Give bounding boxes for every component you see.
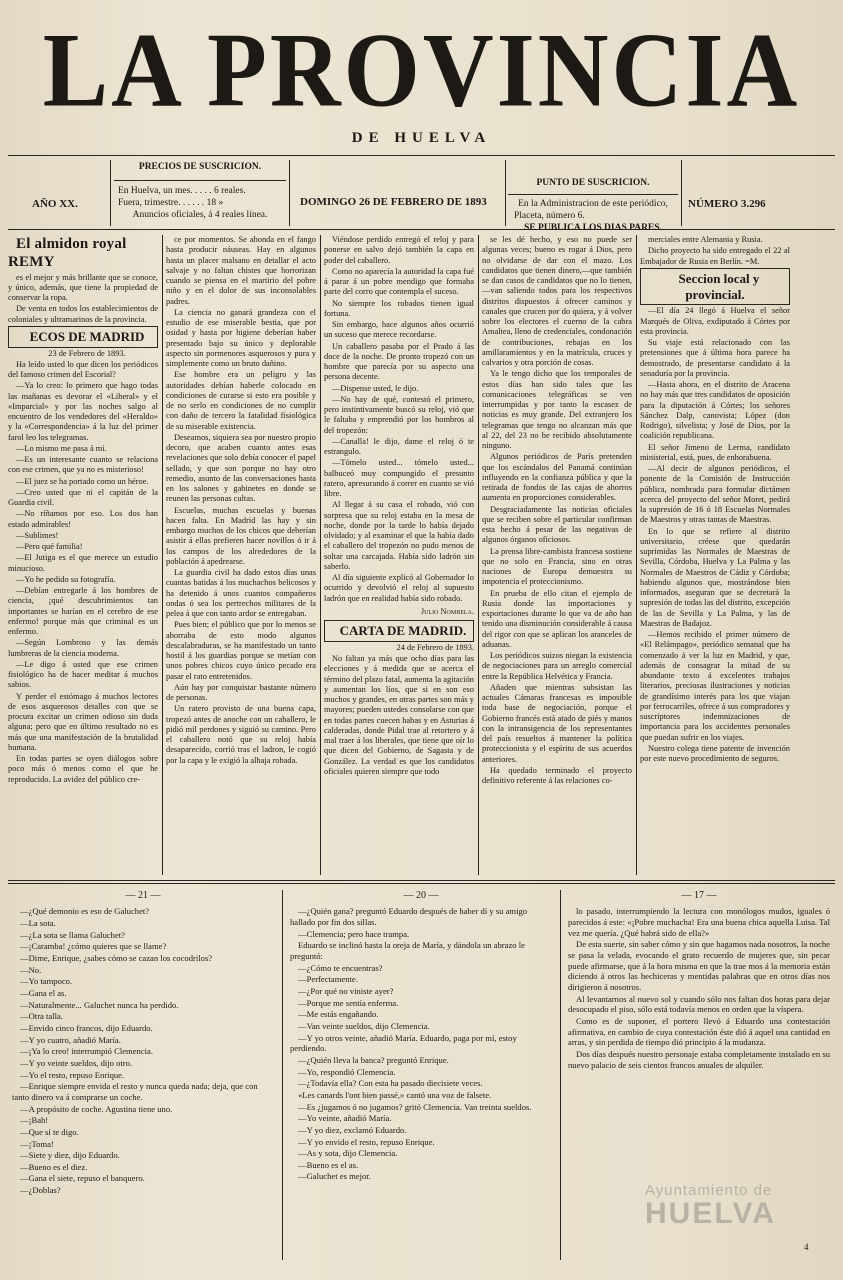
- feuilleton-line: —Dime, Enrique, ¿sabes cómo se cazan los cocodrilos?: [20, 953, 213, 964]
- author-signature: Julio Nombela.: [420, 606, 474, 616]
- feuilleton-line: —Bueno es el diez.: [20, 1161, 88, 1172]
- paragraph: —Lo mismo me pasa á mí.: [16, 443, 107, 453]
- feuilleton-line: —Envido cinco francos, dijo Eduardo.: [20, 1022, 153, 1033]
- advert-text: es el mejor y más brillante que se conoce, y único, además, que tiene la propiedad de conservar la ropa.: [8, 272, 158, 303]
- feuilleton-line: —A propósito de coche. Agustina tiene uno.: [20, 1103, 173, 1114]
- price-line: Fuera, trimestre. . . . . . 18 »: [118, 197, 224, 208]
- feuilleton-line: —Perfectamente.: [298, 974, 358, 985]
- paragraph: —Pero qué familia!: [16, 542, 83, 552]
- feuilleton-line: —Porque me sentía enferma.: [298, 997, 399, 1008]
- feuilleton-line: —La sota.: [20, 918, 56, 929]
- feuilleton-line: —¡Ya lo creo! interrumpió Clemencia.: [20, 1046, 154, 1057]
- feuilleton-line: —¿Quién lleva la banca? preguntó Enrique.: [298, 1054, 449, 1065]
- paragraph: —Sublimes!: [16, 530, 59, 540]
- feuilleton-line: —¿Cómo te encuentras?: [298, 962, 383, 973]
- article-date: 24 de Febrero de 1893.: [396, 642, 474, 652]
- feuilleton-line: —Otra talla.: [20, 1011, 63, 1022]
- issue-date: DOMINGO 26 DE FEBRERO DE 1893: [300, 196, 487, 208]
- masthead-subtitle: DE HUELVA: [351, 130, 492, 146]
- paragraph: Escuelas, muchas escuelas y buenas hacen falta. En Madrid las hay y sin embargo muchos de los chicos que deberían asistir á ellas prefieren hacer novillos ó ir á los campos de los alrededores de la población á apedrearse.: [166, 505, 316, 566]
- feuilleton-line: —Yo el resto, repuso Enrique.: [20, 1069, 125, 1080]
- paragraph: —Ya lo creo: lo primero que hago todas las mañanas es devorar el «Liberal» y el «Imparcial» y por las noches salgo al encuentro de los vendedores del «Heraldo» y la «Correspondencia» á la luz del primer farol leo los telegramas.: [8, 381, 158, 442]
- paragraph: Ha leído usted lo que dicen los periódicos del famoso crimen del Escorial?: [8, 359, 158, 380]
- column-2: [166, 235, 316, 875]
- section-title-ecos: ECOS DE MADRID: [8, 326, 158, 348]
- paragraph: Ya le tengo dicho que los temporales de estos días han sido tales que las comunicaciones telegráficas se ven interrumpidas y por tanto la escasez de noticias es muy grande. Del extranjero los telegramas que tengo no alcanzan más que al 22, del 23 no he recibido absolutamente ninguno.: [482, 369, 632, 450]
- point-title: PUNTO DE SUSCRICION.: [536, 178, 650, 188]
- paragraph: se les dé hecho, y eso no puede ser algunas veces; bueno es rogar á Dios, pero no olvidarse de dar con el mazo. Los candidatos que tienen dinero,—que también se dan casos de candidatos que no lo tienen,—van saliendo todos para los respectivos distritos dispuestos á ofrecer caminos y canales que crucen por do quiera, y á volver sobre los electores el cuerno de la cabra Amaltea, lleno de credenciales, condonación de contribuciones, rebajas en los amillaramientos y en la matrícula, cruces y calvarios y otra porción de cosas.: [482, 235, 632, 367]
- feuilleton-line: —¿Quién gana? preguntó Eduardo después de haber dí y su amigo hallado por fin dos sillas.: [290, 906, 528, 928]
- paragraph: Un caballero pasaba por el Prado á las doce de la noche. De pronto tropezó con un hombre que parecía por su aspecto una persona decente.: [324, 341, 474, 382]
- header-divider: [110, 160, 111, 226]
- issue-number: NÚMERO 3.296: [688, 198, 766, 210]
- paragraph: —El día 24 llegó á Huelva el señor Marqués de Oliva, exdiputado á Córtes por esta provincia.: [640, 306, 790, 336]
- article-date: 23 de Febrero de 1893.: [48, 348, 126, 358]
- feuilleton-line: —Y yo veinte sueldos, dijo otro.: [20, 1057, 133, 1068]
- feuilleton-line: —Yo, respondió Clemencia.: [298, 1066, 396, 1077]
- watermark-line: Ayuntamiento de: [645, 1182, 773, 1199]
- paragraph: —Dispense usted, le dijo.: [332, 383, 419, 393]
- feuilleton-line: De esta suerte, sin saber cómo y sin que hagamos nada nosotros, la noche se pasa la velada, evocando el grato recuerdo de mujeres que, sin pecar puede afirmarse, que á la hora misma en que la trae mos á la memoria están diciendo á otros las hechiceras y mentidas palabras que en otros días nos dirigieron á nosotros.: [568, 939, 830, 992]
- paragraph: Nuestro colega tiene patente de invención por este nuevo procedimiento de seguros.: [640, 743, 790, 764]
- feuilleton-line: —Y yo otros veinte, añadió María. Eduardo, paga por mí, estoy perdiendo.: [290, 1032, 517, 1054]
- paragraph: —No ríñamos por eso. Los dos han estado admirables!: [8, 509, 158, 529]
- column-divider: [162, 235, 163, 875]
- paragraph: No faltan ya más que ocho días para las elecciones y á medida que se acerca el término del plazo fatal, aumenta la agitación y aumentan los líos, que si en son eso muchos y grandes, en otras partes son más y mayores; pueden ustedes consolarse con que en todas partes cuecen habas y en Asturias á calderadas, donde Pidal trae al retortero y á mal traer á los liberales, que tiene que oír lo que dicen del Gobierno, de Sagasta y de González. La verdad es que los candidatos oficiales quieren siempre que todo: [324, 654, 474, 776]
- advert-title: El almidon royal REMY: [8, 236, 127, 271]
- feuilleton-line: —Gana el siete, repuso el banquero.: [20, 1173, 145, 1184]
- paragraph: —Hemos recibido el primer número de «El Relámpago», periódico semanal que ha comenzado á ver la luz en Madrid, y que, además de consagrar la mitad de su abundante texto á excelentes trabajos literarios, preciosas ilustraciones y noticias de grandísimo interés para los que viajan por ferrocarriles, ofrece á sus compradores y suscriptores indemnizaciones de importancia para los accidentes personales que puedan sufrir en los viajes.: [640, 630, 790, 742]
- paragraph: Aún hay por conquistar bastante número de personas.: [166, 682, 316, 702]
- paragraph: En lo que se refiere al distrito universitario, créese que quedarán suprimidas las Normales de Maestras de Sevilla, Córdoba, Huelva y La Palma y las Normales de Maestros de Cádiz y Córdoba; habiendo algunos que, mostrándose bien informados, aseguran que se decretará la supresión de todas las del distrito, excepción de las de Sevilla y La Palma, y las de Maestras de Badajoz.: [640, 526, 790, 628]
- prices-box: [114, 156, 286, 228]
- feuilleton-line: —Siete y diez, dijo Eduardo.: [20, 1150, 120, 1161]
- paragraph: Deseamos, siquiera sea por nuestro propio decoro, que acaben cuanto antes esas revelaciones que solo debía conocer el papel sellado, y que son porque no hay otro remedio, asunto de las conversaciones hasta en los salones y gabinetes en donde se reunen las personas cultas.: [166, 432, 316, 504]
- feuilleton-line: —Clemencia; pero hace trampa.: [298, 928, 410, 939]
- paragraph: —El Jutiga es el que merece un estudio minucioso.: [8, 553, 158, 573]
- feuilleton-page-number: — 17 —: [681, 890, 717, 901]
- feuilleton-line: Eduardo se inclinó hasta la oreja de María, y dándola un abrazo le preguntó:: [290, 940, 525, 962]
- paragraph: —No hay de qué, contestó el primero, pero instintivamente buscó su reloj, vió que le faltaba y emprendió por los hombros al del tropezón:: [324, 394, 474, 435]
- column-5: [640, 235, 790, 875]
- feuilleton-left: [12, 890, 274, 1260]
- paragraph: En todas partes se oyen diálogos sobre poco más ó menos como el que he reproducido. La avidez del público cre-: [8, 754, 158, 784]
- paragraph: Al llegar á su casa el robado, vió con sorpresa que su reloj estaba en la mesa de noche, donde por la tarde lo había dejado olvidado; y al examinar el que la había dado el caballero del tropezón no pudo menos de soltar una carcajada. Había sido ladrón sin saberlo.: [324, 500, 474, 571]
- paragraph: —Debían entregarle á los hombres de ciencia, ¡qué descubrimientos tan importantes se harían en el cerebro de ese enfermo! porque más que criminal es un enfermo.: [8, 586, 158, 637]
- masthead-title: LA PROVINCIA: [42, 12, 801, 130]
- year-label: AÑO XX.: [32, 198, 78, 210]
- feuilleton-line: —Van veinte sueldos, dijo Clemencia.: [298, 1020, 430, 1031]
- feuilleton-line: —Me estás engañando.: [298, 1009, 379, 1020]
- advert-text: De venta en todos los establecimientos de coloniales y ultramarinos de la provincia.: [8, 304, 158, 324]
- feuilleton-line: —Galuchet es mejor.: [298, 1171, 371, 1182]
- feuilleton-line: lo pasado, interrumpiendo la lectura con monólogos mudos, iguales ó parecidos á este: «¡Pobre muchacha! Era una buena chica aquella Luisa. Tal vez me quería. ¿Qué habrá sido de ella?»: [568, 906, 830, 938]
- paragraph: Algunos periódicos de París pretenden que los escándalos del Panamá continúan influyendo en la confianza pública y que la retirada de fondos de las cajas de ahorros aumenta en proporciones considerables.: [482, 452, 632, 503]
- header-divider: [289, 160, 290, 226]
- section-title-carta: CARTA DE MADRID.: [324, 620, 474, 642]
- feuilleton-line: —¿Por qué no viniste ayer?: [298, 985, 394, 996]
- feuilleton-page-number: — 20 —: [403, 890, 439, 901]
- corner-mark: 4: [804, 1242, 809, 1252]
- price-line: Anuncios oficiales, á 4 reales línea.: [132, 209, 268, 220]
- feuilleton-line: —No.: [20, 964, 42, 975]
- paragraph: Y perder el estómago á muchos lectores de esos asquerosos detalles con que se procura excitar un crimen odioso sin duda alguna; pero que en último resultado no es más que una manifestación de la brutalidad humana.: [8, 691, 158, 752]
- feuilleton-line: Como es de suponer, el portero llevó á Eduardo una contestación afirmativa, en cambio de cuya contestación éste dió á aquel una cantidad en arras, y sin perdida de tiempo dió principio á la mudanza.: [568, 1015, 830, 1048]
- feuilleton-line: —As y sota, dijo Clemencia.: [298, 1148, 398, 1159]
- feuilleton-line: —Y yo envido el resto, repuso Enrique.: [298, 1136, 435, 1147]
- feuilleton-line: —¿Doblas?: [20, 1185, 61, 1196]
- paragraph: —Es un interesante cuanto se relaciona con ese crimen, que ya no es misterioso!: [8, 455, 158, 475]
- paragraph: La guardia civil ha dado estos días unas cuantas batidas á los muchachos belicosos y ha detenido á unos cuantos compañeros ondas ó sea los pertrechos militares de la pelea á que con tanto ardor se entregaban.: [166, 568, 316, 618]
- section-title-local: Seccion local y provincial.: [640, 268, 790, 306]
- paragraph: Al día siguiente explicó al Gobernador lo ocurrido y devolvió el reloj al supuesto ladrón que en realidad había sido robado.: [324, 573, 474, 603]
- paragraph: Sin embargo, hace algunos años ocurrió un suceso que merece recordarse.: [324, 320, 474, 340]
- paragraph: Ese hombre era un peligro y las autoridades debían haberle colocado en condiciones de curarse si esto era posible y de no serlo en condiciones de no cumplir con daño de tercero la fatalidad fisiológica de su miserable existencia.: [166, 370, 316, 431]
- paragraph: La prensa libre-cambista francesa sostiene que no solo en Francia, sino en otras naciones de Europa demuestra su impotencia el proteccionismo.: [482, 546, 632, 587]
- column-divider: [636, 235, 637, 875]
- feuilleton-line: —Gana el as.: [20, 987, 67, 998]
- archive-watermark: [645, 1182, 776, 1229]
- feuilleton-line: «Les canards l'ont bien passé,» cantó una voz de falsete.: [298, 1089, 492, 1100]
- header-divider: [505, 160, 506, 226]
- paragraph: Pues bien; el público que por lo menos se ahorraba de esto modo algunos descalabraduras, se ha manifestado un tanto hostil á los guardias porque se metían con unos pobres chicos cuyo único pecado era pasar el rato entretenidos.: [166, 620, 316, 681]
- paragraph: —Hasta ahora, en el distrito de Aracena no hay más que tres candidatos de oposición para la diputación á Córtes; los señores Sánchez Dalp, canovista; López (don Rodrigo), silvelista; y José de Dios, por la coalición republicana.: [640, 380, 790, 441]
- feuilleton-line: —Es ¿jugamos ó no jugamos? gritó Clemencia. Van treinta sueldos.: [298, 1101, 532, 1112]
- paragraph: El señor Jimeno de Lerma, candidato ministerial, está, pues, de enhorabuena.: [640, 442, 790, 462]
- feuilleton-line: Dos días después nuestro personaje estaba completamente instalado en su nuevo palacio de seis cientos francos anuales de alquiler.: [568, 1048, 830, 1070]
- paragraph: Un ratero provisto de una buena capa, tropezó antes de anoche con un caballero, le pidió mil perdones y siguió su camino. Pero el caballero notó que su reloj había desaparecido, corrió tras el ladron, le cogió por la capa y le exigió la alhaja robada.: [166, 704, 316, 765]
- paragraph: ce por momentos. Se ahonda en el fango hasta producir náuseas. Hay en algunos hasta un placer malsano en detallar el acto salvaje y no faltan chistes que horrorizan cuando se piensa en el martirio del pobre niño y en el dolor de sus inconsolables padres.: [166, 235, 316, 306]
- paragraph: Añaden que mientras subsistan las actuales Cámaras francesas es imposible toda base de negociación, porque el Gobierno francés está atado de piés y manos con la intransigencia de los representantes del país resueltos á mantener la política proteccionista y el espíritu de sus acuerdos anteriores.: [482, 682, 632, 764]
- feuilleton-rule: [8, 883, 835, 884]
- watermark-line: HUELVA: [645, 1197, 776, 1230]
- point-line: SE PUBLICA LOS DIAS PARES.: [524, 222, 662, 233]
- feuilleton-line: —¡Bah!: [20, 1115, 49, 1126]
- paragraph: Viéndose perdido entregó el reloj y para ponerse en salvo dejó también la capa en poder del caballero.: [324, 235, 474, 265]
- feuilleton-line: —Enrique siempre envida el resto y nunca queda nada; deja, que con tanto dinero va á comprarse un coche.: [12, 1081, 258, 1102]
- point-line: Placeta, número 6.: [514, 210, 585, 221]
- feuilleton-rule: [8, 880, 835, 881]
- paragraph: —Al decir de algunos periódicos, el ponente de la Comisión de Instrucción pública, nombrada para formular dictámen acerca del proyecto del señor Moret, pedirá la supresión de 16 ó 18 Escuelas Normales de Maestros y otras tantas de Maestras.: [640, 464, 790, 525]
- paragraph: Los periódicos suizos niegan la existencia de negociaciones para un arreglo comercial entre la República Helvética y Francia.: [482, 651, 632, 681]
- column-1: [8, 235, 158, 875]
- feuilleton-line: —Yo veinte, añadió María.: [298, 1113, 392, 1124]
- feuilleton-divider: [282, 890, 283, 1260]
- header-divider: [681, 160, 682, 226]
- prices-title: PRECIOS DE SUSCRICION.: [138, 162, 262, 172]
- column-3: [324, 235, 474, 875]
- feuilleton-line: —¿La sota se llama Galuchet?: [20, 929, 125, 940]
- feuilleton-line: —¿Qué demonio es eso de Galuchet?: [20, 906, 150, 917]
- feuilleton-line: —Yo tampoco.: [20, 976, 73, 987]
- paragraph: —El juez se ha portado como un héroe.: [16, 476, 149, 486]
- paragraph: merciales entre Alemania y Rusia.: [648, 235, 763, 244]
- feuilleton-line: —Y yo diez, exclamó Eduardo.: [298, 1124, 407, 1135]
- feuilleton-line: —¿Todavía ella? Con esta ha pasado diecisiete veces.: [298, 1078, 483, 1089]
- paragraph: Desgraciadamente las noticias oficiales que se reciben sobre el particular confirman esta hecho á pesar de las negativas de algunos órganos oficiosos.: [482, 504, 632, 545]
- paragraph: —Según Lombroso y las demás lumbreras de la ciencia moderna.: [8, 638, 158, 658]
- feuilleton-line: —Y yo cuatro, añadió María.: [20, 1034, 121, 1045]
- feuilleton-line: Al levantarnos al nuevo sol y cuando sólo nos faltan dos horas para dejar desocupado el piso, sólo está todavía menos en orden que la víspera.: [568, 993, 830, 1015]
- column-divider: [478, 235, 479, 875]
- paragraph: En prueba de ello citan el ejemplo de Rusia donde las importaciones y exportaciones durante lo que va de año han tenido una disminución considerable á causa del rigor con que se aplican los aranceles de aduanas.: [482, 588, 632, 649]
- paragraph: Ha quedado terminado el proyecto definitivo referente á las relaciones co-: [482, 765, 632, 785]
- paragraph: —Le digo á usted que ese crimen fisiológico ha de hacer meditar á muchos sabios.: [8, 659, 158, 690]
- feuilleton-line: —Naturalmente... Galuchet nunca ha perdido.: [20, 999, 179, 1010]
- feuilleton-line: —Bueno es el as.: [298, 1159, 359, 1170]
- feuilleton-line: —¡Caramba! ¿cómo quieres que se llame?: [20, 941, 167, 952]
- paragraph: —Yo he pedido su fotografía.: [16, 574, 116, 584]
- point-line: En la Administracion de este periódico,: [518, 198, 668, 209]
- feuilleton-page-number: — 21 —: [125, 890, 161, 901]
- feuilleton-line: —Que sí te digo.: [20, 1126, 79, 1137]
- price-line: En Huelva, un mes. . . . . 6 reales.: [118, 185, 246, 196]
- feuilleton-line: —¡Toma!: [20, 1138, 54, 1149]
- column-divider: [320, 235, 321, 875]
- paragraph: Su viaje está relacionado con las pretensiones que á última hora parece ha demostrado, de presentarse candidato á la senaduría por la provincia.: [640, 338, 790, 378]
- paragraph: —Creo usted que ni el capitán de la Guardia civil.: [8, 487, 158, 508]
- paragraph: La ciencia no ganará grandeza con el estudio de ese miserable bestia, que por osidad y hasta por higiene deberían haber presentado bajo su único y deplorable aspecto sin pormenores asquerosos y pura y simplemente como un bruto dañino.: [166, 307, 316, 368]
- paragraph: —Tómelo usted... tómelo usted... balbuceó muy compungido el presunto ratero, apresurando á correr en cuanto se vió libre.: [324, 458, 474, 498]
- column-4: [482, 235, 632, 875]
- feuilleton-middle: [290, 890, 552, 1260]
- feuilleton-divider: [560, 890, 561, 1260]
- paragraph: Como no aparecía la autoridad la capa fué á parar á un pobre mendigo que formaba parte del corro que contempla el suceso.: [324, 266, 474, 297]
- paragraph: —Canalla! le dijo, dame el reloj ó te estrangulo.: [324, 436, 474, 456]
- paragraph: Dicho proyecto ha sido entregado el 22 al Embajador de Rusia en Berlín. =M.: [640, 246, 790, 266]
- paragraph: No siempre los robados tienen igual fortuna.: [324, 298, 474, 318]
- subscription-point-box: [508, 156, 678, 233]
